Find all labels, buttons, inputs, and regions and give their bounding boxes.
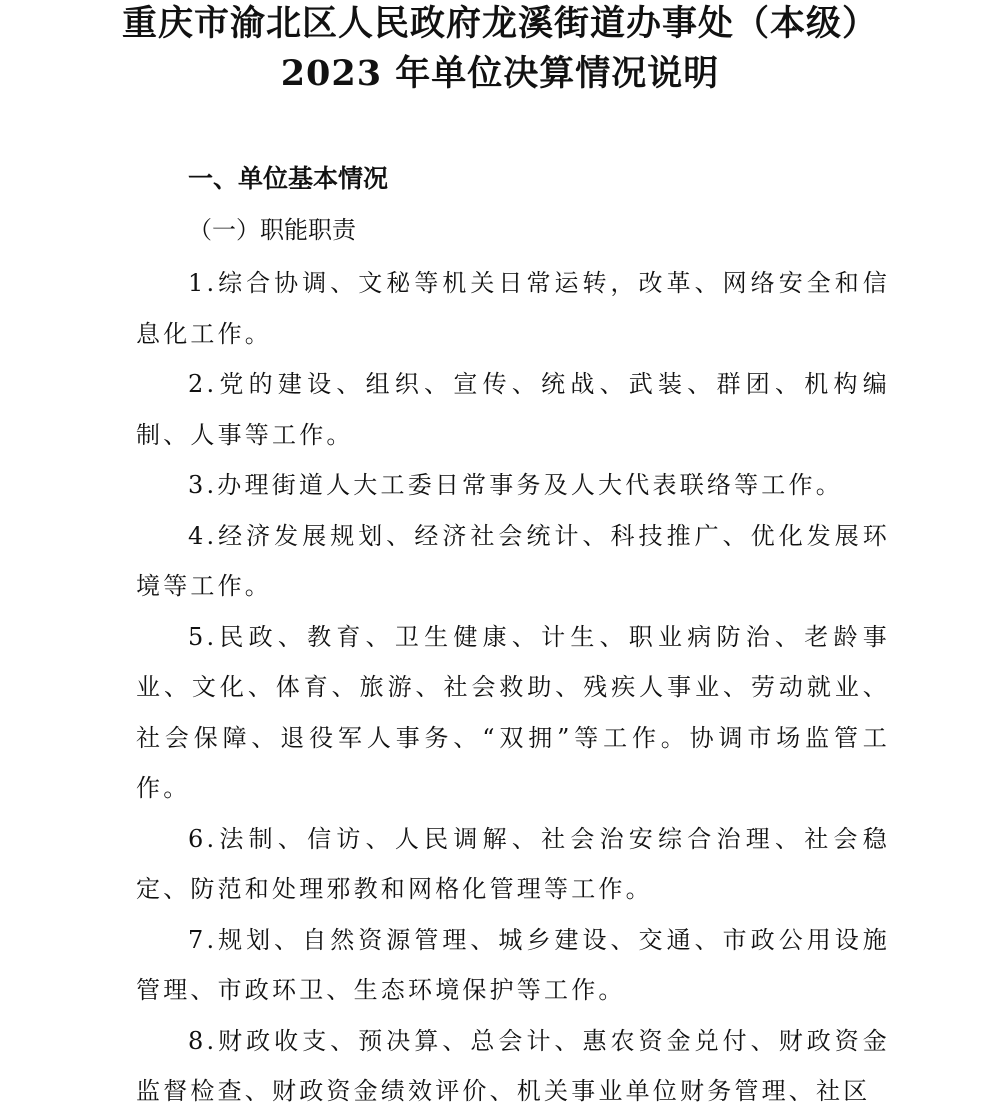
subsection-heading: （一）职能职责 [188, 216, 356, 244]
document-title-line1: 重庆市渝北区人民政府龙溪街道办事处（本级） [121, 3, 878, 44]
paragraph-item-1: 1.综合协调、文秘等机关日常运转，改革、网络安全和信息化工作。 [136, 269, 890, 348]
section-heading: 一、单位基本情况 [188, 164, 389, 193]
paragraph-item-6: 6.法制、信访、人民调解、社会治安综合治理、社会稳定、防范和处理邪教和网格化管理等工作。 [136, 824, 890, 903]
body-text [136, 258, 890, 1117]
paragraph-item-7: 7.规划、自然资源管理、城乡建设、交通、市政公用设施管理、市政环卫、生态环境保护等工作。 [136, 925, 890, 1004]
paragraph-item-2: 2.党的建设、组织、宣传、统战、武装、群团、机构编制、人事等工作。 [136, 370, 890, 449]
paragraph-item-4: 4.经济发展规划、经济社会统计、科技推广、优化发展环境等工作。 [136, 521, 890, 600]
paragraph-item-3: 3.办理街道人大工委日常事务及人大代表联络等工作。 [188, 471, 843, 499]
document-title-line2: 2023 年单位决算情况说明 [280, 53, 720, 94]
paragraph-item-5: 5.民政、教育、卫生健康、计生、职业病防治、老龄事业、文化、体育、旅游、社会救助、残疾人事业、劳动就业、社会保障、退役军人事务、“双拥”等工作。协调市场监管工作。 [136, 622, 890, 802]
paragraph-item-8: 8.财政收支、预决算、总会计、惠农资金兑付、财政资金监督检查、财政资金绩效评价、机关事业单位财务管理、社区 [136, 1026, 890, 1105]
